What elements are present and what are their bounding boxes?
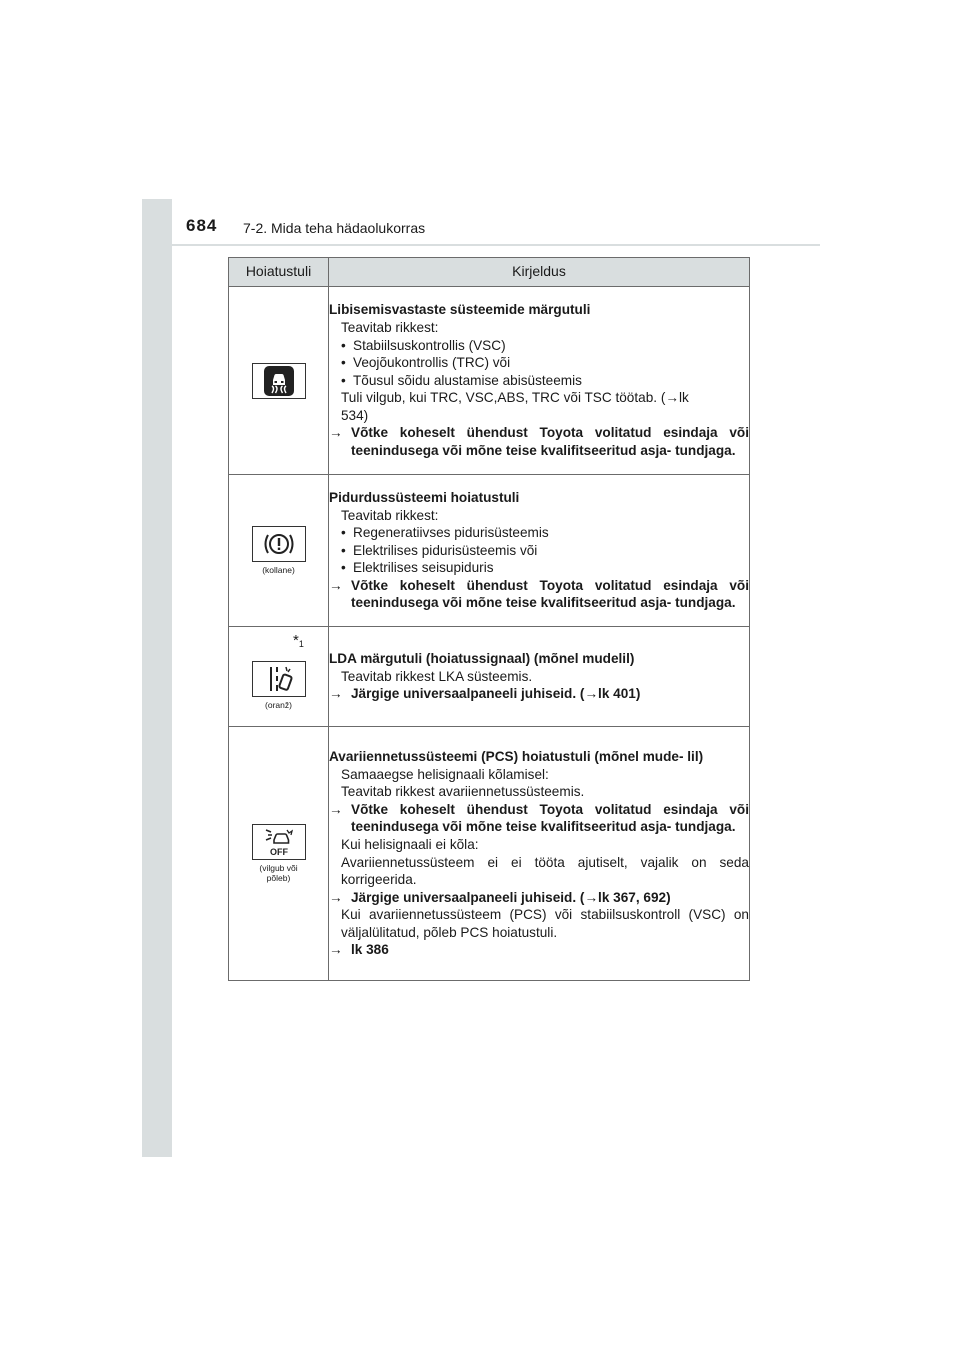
arrow-icon: → — [329, 425, 343, 441]
icon-cell — [229, 475, 329, 627]
row-title: Avariiennetussüsteemi (PCS) hoiatustuli (mõnel mude- lil) — [329, 748, 704, 764]
column-header-description: Kirjeldus — [329, 258, 750, 287]
off-label: OFF — [269, 847, 288, 857]
table-row — [229, 627, 750, 727]
pcs-off-icon — [252, 824, 306, 860]
row-text: Teavitab rikkest avariiennetussüsteemis. — [341, 784, 585, 800]
arrow-icon: → — [329, 801, 343, 817]
list-item: • Regeneratiivses pidurisüsteemis — [341, 525, 549, 541]
slip-indicator-icon — [252, 363, 306, 399]
icon-cell — [229, 727, 329, 981]
column-header-light: Hoiatustuli — [229, 258, 329, 287]
description-cell — [329, 475, 750, 627]
lda-lane-icon — [252, 661, 306, 697]
arrow-icon: → — [329, 577, 343, 593]
list-item: • Tõusul sõidu alustamise abisüsteemis — [341, 372, 582, 388]
row-action: → Järgige universaalpaneeli juhiseid. (→lk 367, 692) — [329, 889, 671, 905]
brake-warning-icon — [252, 526, 306, 562]
row-intro: Teavitab rikkest LKA süsteemis. — [341, 668, 533, 684]
table-row — [229, 287, 750, 475]
description-cell — [329, 627, 750, 727]
list-item: • Stabiilsuskontrollis (VSC) — [341, 337, 506, 353]
row-action: → lk 386 — [329, 942, 389, 958]
arrow-icon: → — [329, 686, 343, 702]
side-strip — [142, 199, 172, 1157]
icon-cell — [229, 627, 329, 727]
arrow-icon: → — [329, 889, 343, 905]
row-intro: Teavitab rikkest: — [341, 507, 439, 523]
table-row — [229, 727, 750, 981]
row-text: Avariiennetussüsteem ei ei tööta ajutiselt, vajalik on seda korrigeerida. — [341, 854, 749, 888]
row-action: → Võtke koheselt ühendust Toyota volitatud esindaja või teenindusega või mõne teise kvalifitseeritud asja- tundjaga. — [329, 801, 749, 835]
row-title: LDA märgutuli (hoiatussignaal) (mõnel mudelil) — [329, 651, 635, 667]
arrow-icon: → — [329, 942, 343, 958]
row-title: Libisemisvastaste süsteemide märgutuli — [329, 302, 591, 318]
warning-lights-table — [228, 257, 750, 981]
header-rule — [142, 244, 820, 246]
row-note: Tuli vilgub, kui TRC, VSC,ABS, TRC või TSC töötab. (→lk 534) — [341, 390, 689, 423]
section-title: 7-2. Mida teha hädaolukorras — [243, 220, 426, 236]
icon-caption: (vilgub või põleb) — [259, 863, 298, 883]
icon-caption: (oranž) — [265, 700, 292, 710]
list-item: • Elektrilises seisupiduris — [341, 560, 494, 576]
row-intro: Teavitab rikkest: — [341, 319, 439, 335]
description-cell — [329, 287, 750, 475]
row-title: Pidurdussüsteemi hoiatustuli — [329, 489, 520, 505]
page-number: 684 — [186, 216, 218, 235]
row-text: Kui helisignaali ei kõla: — [341, 836, 479, 852]
list-item: • Elektrilises pidurisüsteemis või — [341, 542, 538, 558]
row-action: → Järgige universaalpaneeli juhiseid. (→lk 401) — [329, 686, 641, 702]
table-row — [229, 475, 750, 627]
icon-cell — [229, 287, 329, 475]
description-cell — [329, 727, 750, 981]
icon-caption: (kollane) — [262, 565, 295, 575]
footnote-marker: $*_1$ — [293, 632, 304, 649]
row-action: → Võtke koheselt ühendust Toyota volitatud esindaja või teenindusega või mõne teise kvalifitseeritud asja- tundjaga. — [329, 425, 749, 459]
row-text: Kui avariiennetussüsteem (PCS) või stabiilsuskontroll (VSC) on väljalülitatud, põleb PCS hoiatustuli. — [341, 907, 749, 940]
row-action: → Võtke koheselt ühendust Toyota volitatud esindaja või teenindusega või mõne teise kvalifitseeritud asja- tundjaga. — [329, 577, 749, 611]
list-item: • Veojõukontrollis (TRC) või — [341, 355, 511, 371]
table-header-row — [229, 258, 750, 287]
row-text: Samaaegse helisignaali kõlamisel: — [341, 766, 549, 782]
